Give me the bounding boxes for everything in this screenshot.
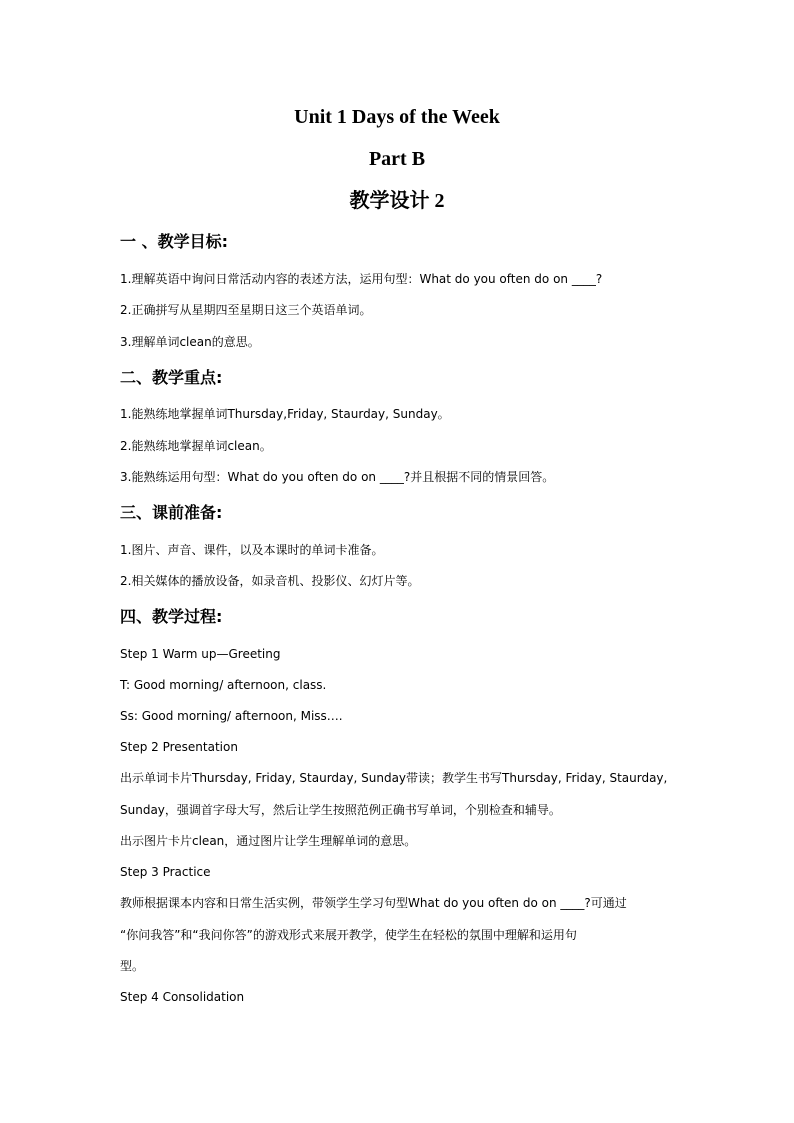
key-point-item: 2.能熟练地掌握单词clean。 bbox=[120, 439, 272, 453]
section-heading-preparation: 三、课前准备: bbox=[120, 503, 223, 522]
objective-item: 3.理解单词clean的意思。 bbox=[120, 335, 260, 349]
key-point-item: 3.能熟练运用句型：What do you often do on ____?并且根据不同的情景回答。 bbox=[120, 470, 555, 484]
section-heading-objectives: 一 、教学目标: bbox=[120, 232, 228, 251]
process-line: 出示单词卡片Thursday, Friday, Staurday, Sunday带读；教学生书写Thursday, Friday, Staurday, bbox=[120, 771, 668, 785]
key-point-item: 1.能熟练地掌握单词Thursday,Friday, Staurday, Sunday。 bbox=[120, 407, 450, 421]
preparation-item: 1.图片、声音、课件，以及本课时的单词卡准备。 bbox=[120, 543, 384, 557]
section-heading-process: 四、教学过程: bbox=[120, 607, 223, 626]
process-line: Step 4 Consolidation bbox=[120, 990, 245, 1004]
process-line: Step 1 Warm up—Greeting bbox=[120, 647, 281, 661]
process-line: Sunday，强调首字母大写，然后让学生按照范例正确书写单词，个别检查和辅导。 bbox=[120, 803, 561, 817]
document-subtitle-design: 教学设计 2 bbox=[349, 190, 445, 212]
document-subtitle-part: Part B bbox=[368, 148, 426, 170]
preparation-item: 2.相关媒体的播放设备，如录音机、投影仪、幻灯片等。 bbox=[120, 574, 420, 588]
process-line: “你问我答”和“我问你答”的游戏形式来展开教学，使学生在轻松的氛围中理解和运用句 bbox=[120, 928, 577, 942]
document-title: Unit 1 Days of the Week bbox=[294, 106, 500, 128]
objective-item: 2.正确拼写从星期四至星期日这三个英语单词。 bbox=[120, 303, 372, 317]
objective-item: 1.理解英语中询问日常活动内容的表述方法，运用句型：What do you often do on ____? bbox=[120, 272, 603, 286]
section-heading-key-points: 二、教学重点: bbox=[120, 368, 223, 387]
process-line: Ss: Good morning/ afternoon, Miss…. bbox=[120, 709, 343, 723]
process-line: Step 2 Presentation bbox=[120, 740, 238, 754]
process-line: 教师根据课本内容和日常生活实例，带领学生学习句型What do you often do on ____?可通过 bbox=[120, 896, 627, 910]
process-line: Step 3 Practice bbox=[120, 865, 211, 879]
process-line: 出示图片卡片clean，通过图片让学生理解单词的意思。 bbox=[120, 834, 417, 848]
process-line: T: Good morning/ afternoon, class. bbox=[120, 678, 327, 692]
process-line: 型。 bbox=[120, 959, 145, 973]
